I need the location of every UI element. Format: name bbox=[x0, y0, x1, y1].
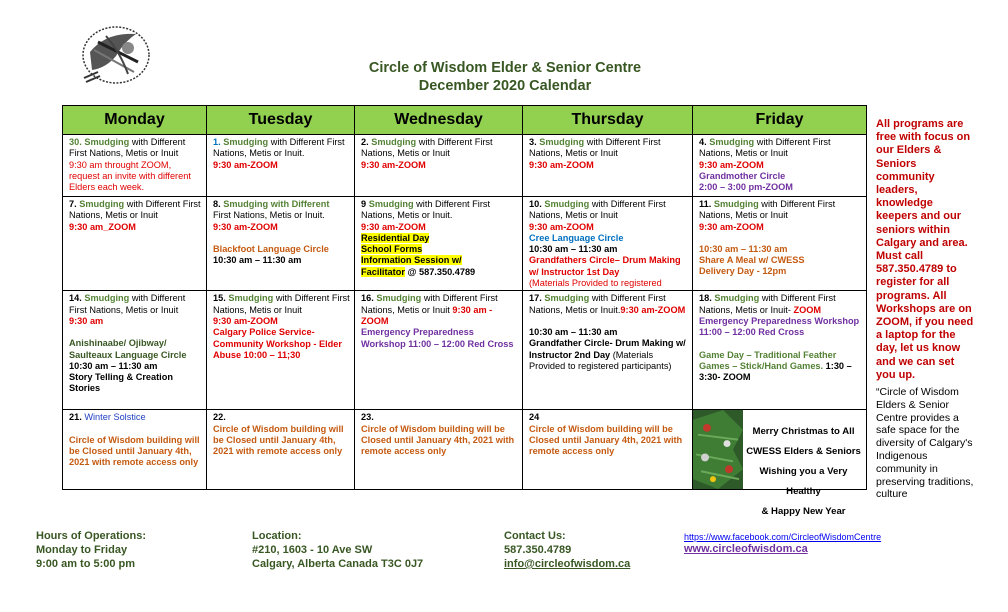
event-desc: with Different First Nations, Metis or Inuit- bbox=[699, 293, 836, 315]
day-cell-21 bbox=[63, 410, 207, 490]
event-desc: with Different First Nations, Metis or Inuit bbox=[699, 199, 836, 221]
event-time: 9:30 am_ZOOM bbox=[69, 221, 136, 232]
event-time: 10:30 am – 11:30 am bbox=[529, 244, 618, 255]
event-time: 10:30 am – 11:30 am bbox=[69, 360, 158, 371]
event-emergency-workshop: Emergency Preparedness Workshop 11:00 – 12:00 Red Cross bbox=[361, 327, 514, 349]
event-smudging: Smudging bbox=[544, 293, 590, 304]
event-time: 9:30 am-ZOOM bbox=[529, 221, 594, 232]
event-time: 9:30 am-ZOOM bbox=[213, 221, 278, 232]
date-number: 16. bbox=[361, 293, 374, 304]
week-row bbox=[63, 135, 867, 197]
day-cell-8 bbox=[207, 197, 355, 291]
event-time: 9:30 am throught ZOOM, request an invite with different Elders each week. bbox=[69, 159, 191, 193]
day-cell-14 bbox=[63, 291, 207, 410]
event-drum-making: Grandfather Circle- Drum Making w/ Instructor 2nd Day bbox=[529, 338, 686, 360]
day-cell-18 bbox=[693, 291, 867, 410]
day-cell-7 bbox=[63, 197, 207, 291]
event-time: 9:30 am-ZOOM bbox=[699, 159, 764, 170]
greeting-line: Wishing you a Very Healthy bbox=[759, 466, 848, 498]
date-number: 9 bbox=[361, 199, 367, 209]
day-cell-2 bbox=[355, 135, 523, 197]
contact-block bbox=[504, 529, 630, 571]
event-cree-language: Cree Language Circle bbox=[529, 232, 624, 243]
event-time: ZOOM bbox=[793, 304, 822, 315]
christmas-greeting-cell bbox=[693, 410, 867, 518]
event-smudging: Smudging bbox=[544, 199, 590, 209]
day-cell-24 bbox=[523, 410, 693, 490]
date-number: 23. bbox=[361, 412, 374, 423]
event-desc: with Different First Nations, Metis or Inuit bbox=[529, 199, 666, 221]
date-number: 22. bbox=[213, 412, 226, 423]
event-emergency-workshop: Emergency Preparedness Workshop 11:00 – 12:00 Red Cross bbox=[699, 315, 860, 338]
event-share-a-meal: Share A Meal w/ CWESS bbox=[699, 255, 805, 266]
date-number: 10. bbox=[529, 199, 542, 209]
event-smudging: Smudging bbox=[84, 137, 130, 147]
date-number: 7. bbox=[69, 199, 77, 209]
hours-title: Hours of Operations: bbox=[36, 530, 147, 542]
event-time: 9:30 am bbox=[69, 315, 104, 326]
page-title: Circle of Wisdom Elder & Senior Centre bbox=[368, 60, 642, 76]
day-header-thursday: Thursday bbox=[523, 106, 693, 135]
date-number: 14. bbox=[69, 293, 82, 304]
contact-email-link[interactable]: info@circleofwisdom.ca bbox=[504, 558, 631, 570]
date-number: 2. bbox=[361, 137, 369, 147]
event-desc: with Different First Nations, Metis or Inuit bbox=[361, 137, 493, 159]
event-residential-school: Residential Day bbox=[361, 232, 430, 243]
day-header-monday: Monday bbox=[63, 106, 207, 135]
event-desc: with Different First Nations, Metis or Inuit bbox=[69, 199, 201, 221]
day-cell-17 bbox=[523, 291, 693, 410]
event-desc: with Different First Nations, Metis or Inuit. bbox=[529, 293, 666, 315]
location-title: Location: bbox=[252, 530, 302, 542]
location-block bbox=[252, 529, 423, 571]
day-cell-11 bbox=[693, 197, 867, 291]
day-header-wednesday: Wednesday bbox=[355, 106, 523, 135]
week-row bbox=[63, 291, 867, 410]
page-subtitle: December 2020 Calendar bbox=[418, 78, 592, 94]
event-residential-school-line: Information Session w/ bbox=[361, 255, 462, 266]
event-residential-school-line: School Forms bbox=[361, 244, 423, 255]
event-time: 9:30 am-ZOOM bbox=[361, 159, 426, 170]
closure-notice: Circle of Wisdom building will be Closed until January 4th, 2021 with remote access only bbox=[529, 423, 683, 457]
christmas-tree-image bbox=[693, 410, 743, 489]
event-smudging: Smudging with Different bbox=[223, 199, 330, 209]
day-cell-9 bbox=[355, 197, 523, 291]
event-blackfoot-language: Blackfoot Language Circle bbox=[213, 243, 329, 254]
website-link[interactable]: www.circleofwisdom.ca bbox=[684, 543, 808, 555]
day-cell-16 bbox=[355, 291, 523, 410]
event-time: 9:30 am-ZOOM bbox=[361, 221, 426, 232]
weekday-header-row bbox=[63, 106, 867, 135]
event-time: 9:30 am-ZOOM bbox=[699, 221, 764, 232]
event-smudging: Smudging bbox=[709, 137, 755, 147]
event-smudging: Smudging bbox=[228, 293, 274, 304]
event-smudging: Smudging bbox=[539, 137, 585, 147]
hours-days: Monday to Friday bbox=[36, 544, 128, 556]
mission-quote: “Circle of Wisdom Elders & Senior Centre provides a safe space for the diversity of Calgary's Indigenous community in preserving traditions, culture bbox=[876, 386, 974, 501]
event-time: 9:30 am-ZOOM bbox=[620, 304, 686, 315]
event-anishinaabe-language: Anishinaabe/ Ojibway/ bbox=[69, 338, 167, 349]
day-cell-10 bbox=[523, 197, 693, 291]
day-header-tuesday: Tuesday bbox=[207, 106, 355, 135]
event-note: (Materials Provided to registered participants) bbox=[529, 349, 672, 371]
event-time: 10:30 am – 11:30 am bbox=[699, 243, 788, 254]
event-desc: with Different First Nations, Metis or Inuit. bbox=[213, 137, 345, 159]
greeting-line: CWESS Elders & Seniors bbox=[746, 446, 861, 458]
closure-notice: Circle of Wisdom building will be Closed until January 4th, 2021 with remote access only bbox=[69, 434, 200, 468]
event-game-day: Game Day – Traditional Feather Games – Stick/Hand Games. bbox=[699, 349, 837, 371]
event-police-workshop: Calgary Police Service- Community Workshop - Elder Abuse 10:00 – 11;30 bbox=[213, 327, 342, 360]
event-time: 10:30 am – 11:30 am bbox=[529, 326, 618, 337]
event-note: (Materials Provided to registered bbox=[529, 278, 662, 289]
date-number: 4. bbox=[699, 137, 707, 147]
event-smudging: Smudging bbox=[376, 293, 422, 304]
event-time: 9:30 am-ZOOM bbox=[213, 159, 278, 170]
date-number: 8. bbox=[213, 199, 221, 209]
event-grandmother-circle: Grandmother Circle bbox=[699, 170, 786, 181]
week-row bbox=[63, 197, 867, 291]
event-desc: with Different First Nations, Metis or Inuit bbox=[213, 293, 350, 315]
event-language-line: Saulteaux Language Circle bbox=[69, 349, 187, 360]
date-number: 30. bbox=[69, 137, 82, 147]
event-time: 2:00 – 3:00 pm-ZOOM bbox=[699, 182, 793, 193]
event-smudging: Smudging bbox=[371, 137, 417, 147]
day-cell-1 bbox=[207, 135, 355, 197]
hours-block bbox=[36, 529, 146, 571]
day-cell-22 bbox=[207, 410, 355, 490]
day-header-friday: Friday bbox=[693, 106, 867, 135]
event-smudging: Smudging bbox=[713, 199, 759, 209]
location-city: Calgary, Alberta Canada T3C 0J7 bbox=[252, 558, 424, 570]
date-number: 21. bbox=[69, 412, 82, 423]
event-desc: with Different First Nations, Metis or Inuit. bbox=[361, 199, 491, 221]
circle-of-wisdom-logo bbox=[76, 22, 156, 88]
date-number: 17. bbox=[529, 293, 542, 304]
calendar-table bbox=[62, 105, 867, 518]
event-winter-solstice: Winter Solstice bbox=[84, 412, 146, 423]
facebook-link[interactable]: https://www.facebook.com/CircleofWisdomCentre bbox=[684, 532, 882, 542]
event-smudging: Smudging bbox=[84, 293, 130, 304]
event-time: 9:30 am-ZOOM bbox=[213, 315, 278, 326]
day-cell-30 bbox=[63, 135, 207, 197]
hours-time: 9:00 am to 5:00 pm bbox=[36, 558, 136, 570]
event-smudging: Smudging bbox=[79, 199, 125, 209]
event-time: 9:30 am - ZOOM bbox=[361, 304, 493, 326]
date-number: 3. bbox=[529, 137, 537, 147]
day-cell-3 bbox=[523, 135, 693, 197]
day-cell-23 bbox=[355, 410, 523, 490]
date-number: 18. bbox=[699, 293, 712, 304]
day-cell-4 bbox=[693, 135, 867, 197]
day-cell-15 bbox=[207, 291, 355, 410]
event-desc: First Nations, Metis or Inuit. bbox=[213, 210, 325, 221]
event-desc: with Different First Nations, Metis or Inuit bbox=[529, 137, 661, 159]
week-row bbox=[63, 410, 867, 490]
event-smudging: Smudging bbox=[223, 137, 269, 147]
date-number: 24 bbox=[529, 412, 540, 423]
event-residential-school-line: Facilitator bbox=[361, 266, 405, 277]
event-story-telling: Story Telling & Creation Stories bbox=[69, 372, 173, 394]
event-desc: with Different First Nations, Metis or Inuit bbox=[361, 293, 498, 315]
event-desc: with Different First Nations, Metis or Inuit bbox=[699, 137, 831, 159]
event-desc: with Different First Nations, Metis or Inuit bbox=[69, 137, 186, 159]
event-drum-making: Grandfathers Circle– Drum Making w/ Instructor 1st Day bbox=[529, 255, 681, 277]
event-smudging: Smudging bbox=[368, 199, 414, 209]
programs-note: All programs are free with focus on our Elders & Seniors community leaders, knowledge keepers and our seniors within Calgary and area. Must call 587.350.4789 to register for all programs. All Workshops are on ZOOM, if you need a laptop for the day, let us know and we can set you up. bbox=[876, 118, 974, 381]
location-address: #210, 1603 - 10 Ave SW bbox=[252, 544, 373, 556]
event-time: 9:30 am-ZOOM bbox=[529, 159, 594, 170]
closure-notice: Circle of Wisdom building will be Closed until January 4th, 2021 with remote access only bbox=[213, 423, 344, 457]
christmas-message bbox=[741, 422, 866, 522]
contact-title: Contact Us: bbox=[504, 530, 566, 542]
event-time: 1:30 – 3:30- ZOOM bbox=[699, 360, 852, 383]
contact-phone: 587.350.4789 bbox=[504, 544, 572, 556]
event-desc: with Different First Nations, Metis or Inuit bbox=[69, 293, 186, 315]
greeting-line: Merry Christmas to All bbox=[752, 426, 855, 438]
event-time: 10:30 am – 11:30 am bbox=[213, 255, 302, 266]
date-number: 15. bbox=[213, 293, 226, 304]
event-smudging: Smudging bbox=[714, 293, 760, 304]
date-number: 11. bbox=[699, 199, 712, 209]
event-delivery-day: Delivery Day - 12pm bbox=[699, 266, 787, 277]
date-number: 1. bbox=[213, 137, 221, 147]
greeting-line: & Happy New Year bbox=[761, 506, 846, 518]
phone-number: @ 587.350.4789 bbox=[404, 266, 476, 277]
closure-notice: Circle of Wisdom building will be Closed until January 4th, 2021 with remote access only bbox=[361, 423, 515, 457]
